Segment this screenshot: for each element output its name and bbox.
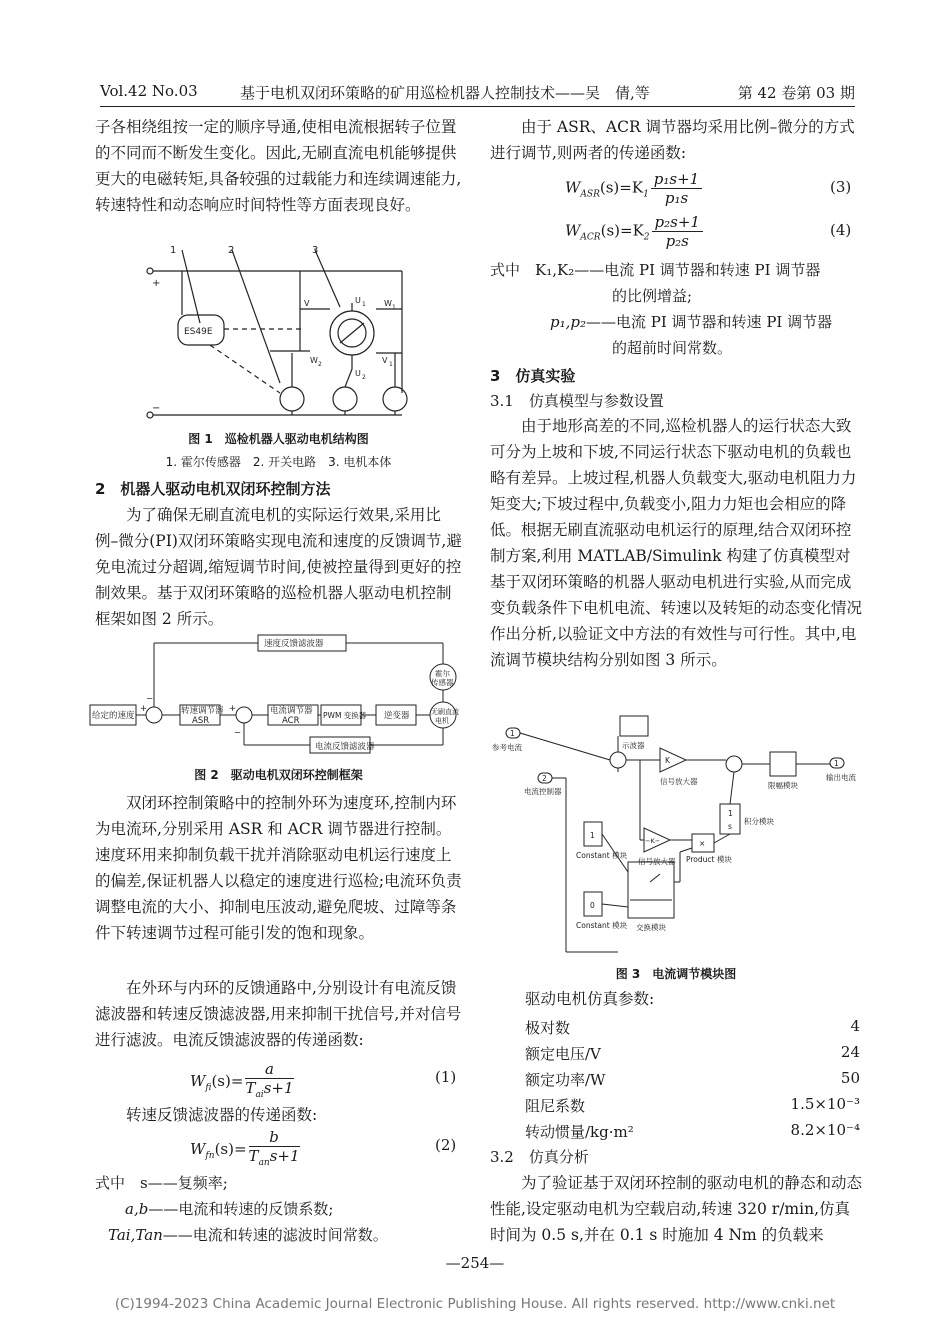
fig1-label-3: 3 [312,245,319,256]
section-3-2-title: 3.2 仿真分析 [490,1148,589,1166]
fig3-out: 1 [834,759,839,768]
fig3-integ-num: 1 [728,809,733,818]
fig2-speed-filter: 速度反馈滤波器 [264,639,324,649]
running-header [100,80,855,107]
fig3-in2: 2 [542,774,547,783]
equation-2: $W_{fn}(s)=$ $\frac{b}{T_{an}s+1}$ [190,1128,300,1168]
def-p1p2-cont: 的超前时间常数。 [612,339,733,357]
equation-2-number: (2) [435,1136,457,1154]
fig3-gain2-label: 信号放大器 [638,857,676,866]
right-para-3: 为了验证基于双闭环控制的驱动电机的静态和动态性能,设定驱动电机为空载启动,转速 320 r/min,仿真时间为 0.5 s,并在 0.1 s 时施加 4 Nm 的负载来 [490,1174,863,1244]
fig2-inverter: 逆变器 [384,711,410,721]
figure-3-current-module [490,712,860,957]
def-s: 式中 s——复频率; [95,1174,228,1192]
fig3-gain2: −K− [645,837,661,845]
fig1-u1: U [355,296,361,305]
copyright-footer: (C)1994-2023 China Academic Journal Electronic Publishing House. All rights reserved. http://www.cnki.net [114,1296,836,1312]
fig3-const1-label: Constant 模块 [576,851,628,860]
param-row: 额定电压/V 24 [525,1043,860,1063]
fig1-plus: + [152,278,161,289]
fig3-integ-label: 积分模块 [744,817,774,826]
fig3-const2: 0 [590,901,595,910]
def-k1k2: 式中 K₁,K₂——电流 PI 调节器和转速 PI 调节器 [490,261,821,279]
equation-4: $W_{ACR}(s)=K_2$ $\frac{\text{p₂s+1}}{\text{p₂s}}$ [565,213,703,250]
def-p1p2: p₁,p₂——电流 PI 调节器和转速 PI 调节器 [550,313,833,331]
fig1-leader-3 [315,250,340,307]
svg-text:1: 1 [392,304,396,311]
left-para-4: 在外环与内环的反馈通路中,分别设计有电流反馈滤波器和转速反馈滤波器,用来抑制干扰信号,并对信号进行滤波。电流反馈滤波器的传递函数: [95,979,462,1049]
fig1-label-2: 2 [228,245,235,256]
param-row: 极对数 4 [525,1017,860,1037]
fig2-acr-cn: 电流调节器 [270,706,313,716]
fig1-v1: V [382,356,388,365]
fig2-asr-cn: 转速调节器 [181,706,224,716]
fig2-hall-1: 霍尔 [435,669,450,678]
param-row: 阻尼系数 1.5×10⁻³ [525,1095,860,1115]
fig2-acr: ACR [282,716,300,726]
svg-text:2: 2 [362,374,366,381]
fig1-w1: W [384,299,392,308]
svg-text:+: + [229,704,237,714]
fig2-motor-1: 无刷直流 [431,708,459,716]
fig3-product-label: Product 模块 [686,855,732,864]
fig3-scope-label: 示波器 [622,741,645,750]
svg-text:−: − [146,694,154,704]
left-para-1: 子各相绕组按一定的顺序导通,使相电流根据转子位置的不同而不断发生变化。因此,无刷直流电机能够提供更大的电磁转矩,具备较强的过载能力和连续调速能力,转速特性和动态响应时间特性等方面表现良好。 [95,118,462,214]
section-3-1-title: 3.1 仿真模型与参数设置 [490,392,664,410]
param-row: 额定功率/W 50 [525,1069,860,1089]
svg-text:−: − [234,728,242,738]
fig3-const1: 1 [590,831,595,840]
left-para-5: 转速反馈滤波器的传递函数: [126,1106,318,1124]
fig1-leader-1 [182,250,200,323]
figure-1-note: 1. 霍尔传感器 2. 开关电路 3. 电机本体 [165,455,392,469]
fig3-gain1-label: 信号放大器 [660,777,698,786]
left-para-3: 双闭环控制策略中的控制外环为速度环,控制内环为电流环,分别采用 ASR 和 ACR 调节器进行控制。速度环用来抑制负载干扰并消除驱动电机运行速度上的偏差,保证机器人以稳定的速度进行巡检;电流环负责调整电流的大小、抑制电压波动,避免爬坡、过障等条件下转速调节过程可能引发的饱和现象。 [95,794,462,942]
fig2-pwm: PWM 变换器 [323,711,367,720]
fig3-in1-label: 参考电流 [492,743,522,752]
figure-1-caption: 图 1 巡检机器人驱动电机结构图 [188,432,369,446]
def-k1k2-cont: 的比例增益; [612,287,693,305]
fig1-leader-2 [232,250,280,383]
fig3-const2-label: Constant 模块 [576,921,628,930]
fig3-gain1: K [665,756,670,765]
figure-1-motor-structure [140,243,420,423]
equation-4-number: (4) [830,221,852,239]
fig3-out-label: 输出电流 [826,773,856,782]
fig2-motor-2: 电机 [435,717,449,725]
figure-3-caption: 图 3 电流调节模块图 [615,967,737,981]
fig1-v2: V [304,299,310,308]
equation-1-number: (1) [435,1068,457,1086]
fig2-given-speed: 给定的速度 [92,711,135,721]
page-number: —254— [445,1254,505,1272]
left-para-2: 为了确保无刷直流电机的实际运行效果,采用比例–微分(PI)双闭环策略实现电流和速度的反馈调节,避免电流过分超调,缩短调节时间,使被控量得到更好的控制效果。基于双闭环策略的巡检机器人驱动电机控制框架如图 2 所示。 [95,506,462,628]
fig2-hall-2: 传感器 [431,678,454,687]
svg-text:2: 2 [318,361,322,368]
fig1-sensor-label: ES49E [184,327,213,337]
header-issue: 第 42 卷第 03 期 [737,84,855,102]
fig2-current-filter: 电流反馈滤波器 [315,742,375,752]
right-para-1: 由于 ASR、ACR 调节器均采用比例–微分的方式进行调节,则两者的传递函数: [490,118,855,162]
fig3-sat-label: 限幅模块 [768,781,798,790]
fig1-u2: U [355,369,361,378]
svg-text:1: 1 [362,301,366,308]
equation-3: $W_{ASR}(s)=K_1$ $\frac{\text{p₁s+1}}{\text{p₁s}}$ [565,170,702,207]
fig3-switch-label: 交换模块 [636,923,666,932]
right-para-2: 由于地形高差的不同,巡检机器人的运行状态大致可分为上坡和下坡,不同运行状态下驱动电机的负载也略有差异。上坡过程,机器人负载变大,驱动电机阻力力矩变大;下坡过程中,负载变小,阻力力矩也会相应的降低。根据无刷直流驱动电机运行的原理,结合双闭环控制方案,利用 MATLAB/Simulink 构建了仿真模型对基于双闭环策略的机器人驱动电机进行实验,从而完成变负载条件下电机电流、转速以及转矩的动态变化情况作出分析,以验证文中方法的有效性与可行性。其中,电流调节模块结构分别如图 3 所示。 [490,417,863,669]
param-row: 转动惯量/kg·m² 8.2×10⁻⁴ [525,1121,860,1141]
fig2-asr: ASR [192,716,210,726]
def-tai-tan: Tai,Tan——电流和转速的滤波时间常数。 [108,1226,388,1244]
fig1-w2: W [310,356,318,365]
fig1-minus: − [152,403,161,414]
params-title: 驱动电机仿真参数: [525,990,655,1008]
fig3-integ-den: s [728,822,732,831]
figure-2-control-framework [88,632,468,760]
def-ab: a,b——电流和转速的反馈系数; [125,1200,334,1218]
svg-text:+: + [140,704,148,714]
svg-text:1: 1 [389,361,393,368]
section-3-title: 3 仿真实验 [490,367,576,385]
header-volume: Vol.42 No.03 [100,82,198,100]
fig3-in1: 1 [510,729,515,738]
fig3-product: × [699,839,706,848]
fig1-label-1: 1 [170,245,177,256]
header-title: 基于电机双闭环策略的矿用巡检机器人控制技术——吴 倩,等 [240,84,650,102]
section-2-title: 2 机器人驱动电机双闭环控制方法 [95,480,331,498]
equation-3-number: (3) [830,178,852,196]
equation-1: $W_{fi}(s)=$ $\frac{a}{T_{ai}s+1}$ [190,1060,294,1100]
fig3-in2-label: 电流控制器 [524,787,562,796]
figure-2-caption: 图 2 驱动电机双闭环控制框架 [194,768,363,782]
